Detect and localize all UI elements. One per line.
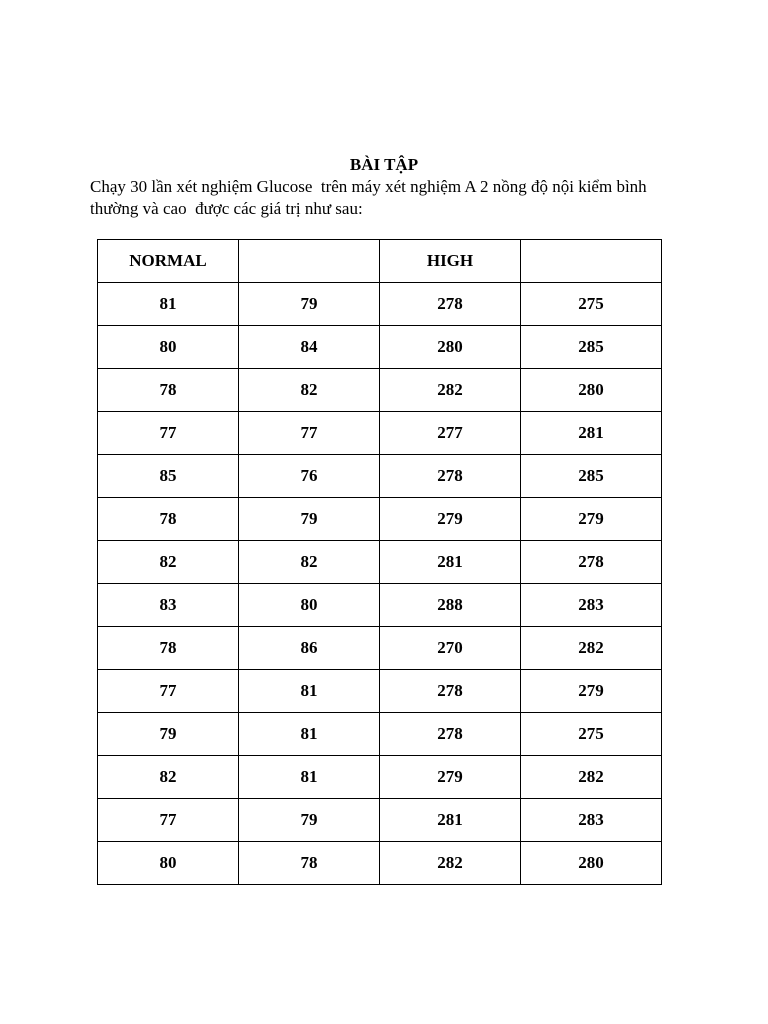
table-cell: 77 bbox=[239, 412, 380, 455]
table-row bbox=[98, 369, 662, 412]
table-cell: 84 bbox=[239, 326, 380, 369]
table-cell: 281 bbox=[380, 799, 521, 842]
table-cell: 78 bbox=[98, 627, 239, 670]
table-cell: 278 bbox=[380, 283, 521, 326]
table-cell: 282 bbox=[380, 369, 521, 412]
table-cell: 280 bbox=[521, 842, 662, 885]
table-row bbox=[98, 326, 662, 369]
table-cell: 280 bbox=[380, 326, 521, 369]
table-cell: 81 bbox=[239, 713, 380, 756]
table-cell: 76 bbox=[239, 455, 380, 498]
table-cell: 81 bbox=[239, 670, 380, 713]
table-cell: 78 bbox=[98, 498, 239, 541]
table-cell: 282 bbox=[521, 627, 662, 670]
table-cell: 81 bbox=[239, 756, 380, 799]
table-cell: 283 bbox=[521, 584, 662, 627]
table-cell: 79 bbox=[239, 283, 380, 326]
table-cell: 281 bbox=[521, 412, 662, 455]
table-cell: 78 bbox=[98, 369, 239, 412]
table-row bbox=[98, 283, 662, 326]
table-cell: 80 bbox=[98, 326, 239, 369]
table-row bbox=[98, 842, 662, 885]
table-row bbox=[98, 455, 662, 498]
page-title: BÀI TẬP bbox=[349, 155, 419, 174]
table-cell: 279 bbox=[380, 756, 521, 799]
table-row bbox=[98, 412, 662, 455]
table-row bbox=[98, 799, 662, 842]
table-cell: 85 bbox=[98, 455, 239, 498]
table-cell: 275 bbox=[521, 713, 662, 756]
table-cell: 80 bbox=[239, 584, 380, 627]
table-cell: 285 bbox=[521, 326, 662, 369]
table-cell: 279 bbox=[521, 498, 662, 541]
table-cell: 82 bbox=[239, 541, 380, 584]
table-cell: 282 bbox=[521, 756, 662, 799]
table-cell: 278 bbox=[521, 541, 662, 584]
table-cell: 277 bbox=[380, 412, 521, 455]
table-row bbox=[98, 584, 662, 627]
table-cell: 79 bbox=[239, 799, 380, 842]
table-cell: 77 bbox=[98, 670, 239, 713]
table-row bbox=[98, 713, 662, 756]
table-row bbox=[98, 498, 662, 541]
table-cell: 278 bbox=[380, 455, 521, 498]
table-cell: 280 bbox=[521, 369, 662, 412]
table-cell: 83 bbox=[98, 584, 239, 627]
table-cell: 278 bbox=[380, 670, 521, 713]
table-cell: 86 bbox=[239, 627, 380, 670]
table-row bbox=[98, 670, 662, 713]
header-cell: NORMAL bbox=[98, 240, 239, 283]
intro-line-1: Chạy 30 lần xét nghiệm Glucose trên máy xét nghiệm A 2 nồng độ nội kiểm bình bbox=[90, 177, 647, 196]
table-cell: 82 bbox=[98, 756, 239, 799]
results-table bbox=[97, 239, 662, 885]
table-cell: 279 bbox=[380, 498, 521, 541]
table-cell: 270 bbox=[380, 627, 521, 670]
table-cell: 81 bbox=[98, 283, 239, 326]
table-cell: 285 bbox=[521, 455, 662, 498]
table-cell: 78 bbox=[239, 842, 380, 885]
header-cell bbox=[239, 240, 380, 283]
header-cell: HIGH bbox=[380, 240, 521, 283]
table-cell: 283 bbox=[521, 799, 662, 842]
table-row bbox=[98, 541, 662, 584]
table-cell: 279 bbox=[521, 670, 662, 713]
table-cell: 80 bbox=[98, 842, 239, 885]
table-cell: 79 bbox=[239, 498, 380, 541]
table-header-row bbox=[98, 240, 662, 283]
table-cell: 288 bbox=[380, 584, 521, 627]
table-cell: 282 bbox=[380, 842, 521, 885]
table-row bbox=[98, 627, 662, 670]
table-cell: 77 bbox=[98, 799, 239, 842]
table-cell: 278 bbox=[380, 713, 521, 756]
table-cell: 275 bbox=[521, 283, 662, 326]
table-cell: 281 bbox=[380, 541, 521, 584]
results-table-body bbox=[98, 240, 662, 885]
table-cell: 82 bbox=[239, 369, 380, 412]
intro-paragraph bbox=[90, 176, 680, 220]
table-cell: 79 bbox=[98, 713, 239, 756]
header-cell bbox=[521, 240, 662, 283]
table-cell: 77 bbox=[98, 412, 239, 455]
table-row bbox=[98, 756, 662, 799]
intro-line-2: thường và cao được các giá trị như sau: bbox=[90, 199, 363, 218]
table-cell: 82 bbox=[98, 541, 239, 584]
